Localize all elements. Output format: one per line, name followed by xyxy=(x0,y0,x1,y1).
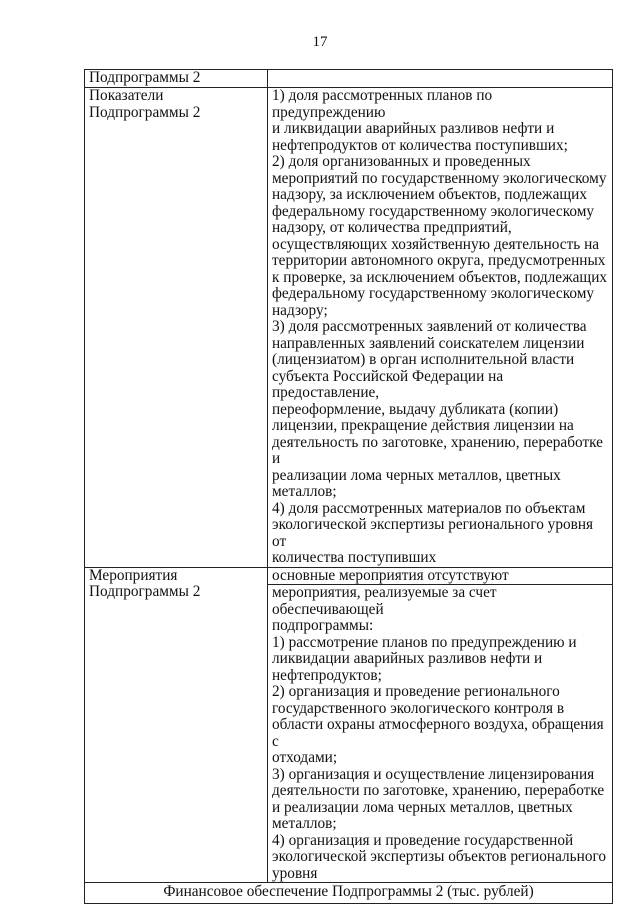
content-line: мероприятий по государственному экологическому xyxy=(272,169,607,187)
content-line: металлов; xyxy=(272,483,337,500)
row-label xyxy=(85,567,268,883)
content-line: 3) организация и осуществление лицензирования xyxy=(272,765,595,783)
content-line: и реализации лома черных металлов, цветных xyxy=(272,798,573,816)
table-row xyxy=(85,883,613,904)
content-line: переоформление, выдачу дубликата (копии) xyxy=(272,400,559,418)
subprogram-passport-table xyxy=(84,69,613,904)
content-line: экологической экспертизы объектов регионального xyxy=(272,848,607,865)
content-line: государственного экологического контроля в xyxy=(272,699,565,717)
indicators-list xyxy=(268,88,613,568)
content-line: федеральному государственному экологическому xyxy=(272,202,595,220)
content-line: (лицензиатом) в орган исполнительной власти xyxy=(272,351,575,368)
label-line: Подпрограммы 2 xyxy=(89,583,201,600)
content-line: деятельность по заготовке, хранению, переработке и xyxy=(272,433,603,467)
financing-heading: Финансовое обеспечение Подпрограммы 2 (тыс. рублей) xyxy=(85,883,613,904)
content-line: 4) организация и проведение государственной xyxy=(272,831,574,849)
content-line: направленных заявлений соискателем лицензии xyxy=(272,334,585,352)
content-line: и ликвидации аварийных разливов нефти и xyxy=(272,120,555,137)
content-line: надзору, от количества предприятий, xyxy=(272,219,512,236)
content-line: 1) рассмотрение планов по предупреждению и xyxy=(272,633,577,651)
content-line: уровня xyxy=(272,864,318,882)
content-line: надзору; xyxy=(272,301,328,319)
content-line: 2) доля организованных и проведенных xyxy=(272,153,531,170)
content-line: 1) доля рассмотренных планов по предупреждению xyxy=(272,87,493,121)
row-label xyxy=(85,88,268,568)
content-line: 2) организация и проведение регионального xyxy=(272,683,560,700)
page-number: 17 xyxy=(312,34,328,50)
content-line: к проверке, за исключением объектов, подлежащих xyxy=(272,268,608,286)
content-line: области охраны атмосферного воздуха, обращения с xyxy=(272,716,604,750)
content-line: деятельности по заготовке, хранению, переработке xyxy=(272,782,605,799)
row-content-empty xyxy=(268,70,613,88)
label-line: Показатели xyxy=(89,87,164,104)
content-line: федеральному государственному экологическому xyxy=(272,285,595,302)
label-line: Мероприятия xyxy=(89,566,178,584)
content-line: металлов; xyxy=(272,815,337,832)
content-line: основные мероприятия отсутствуют xyxy=(272,566,509,584)
content-line: ликвидации аварийных разливов нефти и xyxy=(272,650,543,667)
supporting-activities-list xyxy=(268,585,613,883)
row-label xyxy=(85,70,268,88)
content-line: осуществляющих хозяйственную деятельность на xyxy=(272,235,600,253)
content-line: лицензии, прекращение действия лицензии на xyxy=(272,417,574,434)
content-line: реализации лома черных металлов, цветных xyxy=(272,466,561,484)
content-line: нефтепродуктов от количества поступивших; xyxy=(272,136,568,154)
content-line: нефтепродуктов; xyxy=(272,666,382,684)
table-row xyxy=(85,88,613,568)
content-line: территории автономного округа, предусмотренных xyxy=(272,252,606,269)
table-row xyxy=(85,70,613,88)
content-line: 4) доля рассмотренных материалов по объектам xyxy=(272,499,586,517)
table-row xyxy=(85,567,613,585)
content-line: мероприятия, реализуемые за счет обеспечивающей xyxy=(272,584,497,618)
label-line: Подпрограммы 2 xyxy=(89,103,201,121)
content-line: отходами; xyxy=(272,749,338,766)
main-activities-cell xyxy=(268,567,613,585)
content-line: экологической экспертизы регионального уровня от xyxy=(272,516,594,550)
label-line: Подпрограммы 2 xyxy=(89,69,201,86)
content-line: количества поступивших xyxy=(272,549,437,566)
content-line: 3) доля рассмотренных заявлений от количества xyxy=(272,318,587,335)
content-line: субъекта Российской Федерации на предоставление, xyxy=(272,367,504,401)
content-line: подпрограммы: xyxy=(272,617,374,634)
content-line: надзору, за исключением объектов, подлежащих xyxy=(272,186,588,203)
